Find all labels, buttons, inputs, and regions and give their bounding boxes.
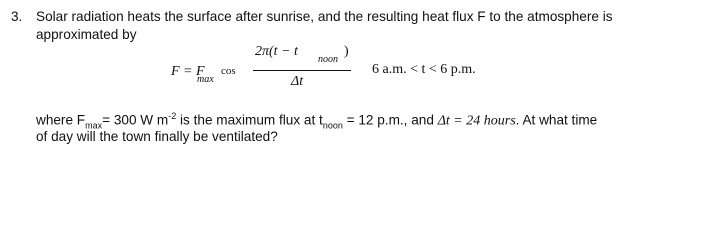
fraction-denominator: Δt <box>291 74 304 89</box>
problem-text-line-3 <box>36 111 597 130</box>
equation-lhs: F = F <box>171 64 205 79</box>
line3-part-2: = 300 W m <box>102 112 169 128</box>
line3-part-1: where F <box>36 112 86 128</box>
equation-range: 6 a.m. < t < 6 p.m. <box>372 62 476 77</box>
fraction-bar <box>253 70 351 71</box>
line3-delta-t: Δt = 24 hours <box>437 113 516 129</box>
problem-text-line-4: of day will the town finally be ventilated? <box>36 129 278 144</box>
equation-lhs-subscript: max <box>197 74 214 85</box>
line3-part-6: . At what time <box>515 112 598 128</box>
problem-text-line-2: approximated by <box>36 27 137 42</box>
line3-part-3: is the maximum flux at t <box>176 112 323 128</box>
fraction-numerator-close: ) <box>344 44 349 59</box>
line3-exponent: -2 <box>168 111 177 121</box>
line3-part-4: = 12 p.m., and <box>342 112 438 128</box>
problem-text-line-1: Solar radiation heats the surface after sunrise, and the resulting heat flux F to the atmosphere is <box>36 9 613 24</box>
problem-number: 3. <box>11 9 23 24</box>
fraction-numerator: 2π(t − t <box>255 44 298 59</box>
equation-cos: cos <box>221 65 236 77</box>
fraction-numerator-subscript: noon <box>318 54 338 65</box>
line3-fmax-subscript: max <box>85 120 103 131</box>
line3-tnoon-subscript: noon <box>322 120 343 131</box>
